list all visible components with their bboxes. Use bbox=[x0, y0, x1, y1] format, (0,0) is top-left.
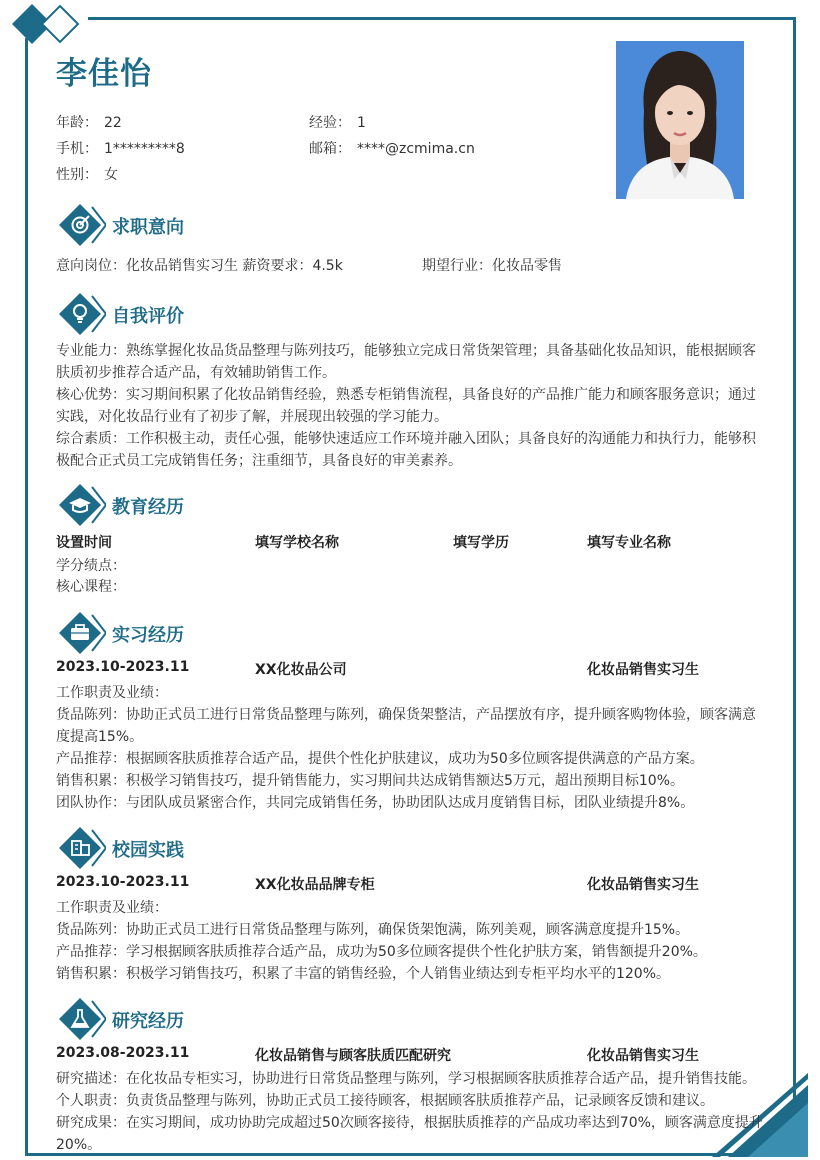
intention-line: 意向岗位：化妆品销售实习生 薪资要求：4.5k bbox=[56, 258, 343, 274]
internship-role: 化妆品销售实习生 bbox=[587, 662, 699, 678]
gender-value: 女 bbox=[104, 167, 118, 183]
research-paragraph-3: 研究成果：在实习期间，成功协助完成超过50次顾客接待，根据肤质推荐的产品成功率达到70%，顾客满意度提升20%。 bbox=[56, 1115, 763, 1153]
frame-right-border bbox=[793, 17, 796, 1100]
education-major: 填写专业名称 bbox=[587, 535, 671, 551]
flask-icon bbox=[58, 997, 106, 1041]
section-intention-header bbox=[58, 203, 358, 247]
campus-time: 2023.10-2023.11 bbox=[56, 874, 190, 890]
section-education-header bbox=[58, 483, 358, 527]
research-role: 化妆品销售实习生 bbox=[587, 1048, 699, 1064]
section-self-eval-header bbox=[58, 292, 358, 336]
campus-duty-label: 工作职责及业绩： bbox=[56, 900, 168, 916]
education-degree: 填写学历 bbox=[453, 535, 509, 551]
section-internship-title: 实习经历 bbox=[112, 625, 184, 646]
internship-time: 2023.10-2023.11 bbox=[56, 659, 190, 675]
diamond-logo-icon bbox=[8, 2, 80, 46]
campus-paragraph-1: 货品陈列：协助正式员工进行日常货品整理与陈列，确保货架饱满，陈列美观，顾客满意度提升15%。 bbox=[56, 922, 690, 938]
building-icon bbox=[58, 826, 106, 870]
research-paragraph-1: 研究描述：在化妆品专柜实习，协助进行日常货品整理与陈列，学习根据顾客肤质推荐合适产品，提升销售技能。 bbox=[56, 1071, 756, 1087]
age-value: 22 bbox=[104, 115, 122, 131]
email-value: ****@zcmima.cn bbox=[357, 141, 475, 157]
graduation-cap-icon bbox=[58, 483, 106, 527]
phone-value: 1*********8 bbox=[104, 141, 185, 157]
internship-paragraph-3: 销售积累：积极学习销售技巧，提升销售能力，实习期间共达成销售额达5万元，超出预期目标10%。 bbox=[56, 773, 685, 789]
section-education-title: 教育经历 bbox=[112, 497, 184, 518]
education-school: 填写学校名称 bbox=[255, 535, 339, 551]
self-eval-paragraph-2: 核心优势：实习期间积累了化妆品销售经验，熟悉专柜销售流程，具备良好的产品推广能力和顾客服务意识；通过实践，对化妆品行业有了初步了解，并展现出较强的学习能力。 bbox=[56, 387, 756, 425]
section-research-title: 研究经历 bbox=[112, 1011, 184, 1032]
intention-industry: 期望行业：化妆品零售 bbox=[422, 258, 562, 274]
campus-paragraph-3: 销售积累：积极学习销售技巧，积累了丰富的销售经验，个人销售业绩达到专柜平均水平的120%。 bbox=[56, 966, 671, 982]
profile-photo bbox=[616, 41, 744, 199]
self-eval-paragraph-3: 综合素质：工作积极主动，责任心强，能够快速适应工作环境并融入团队；具备良好的沟通能力和执行力，能够积极配合正式员工完成销售任务；注重细节，具备良好的审美素养。 bbox=[56, 431, 756, 469]
education-courses: 核心课程： bbox=[56, 579, 126, 595]
section-intention-title: 求职意向 bbox=[112, 217, 184, 238]
campus-role: 化妆品销售实习生 bbox=[587, 877, 699, 893]
internship-company: XX化妆品公司 bbox=[255, 662, 347, 678]
age-row bbox=[56, 112, 122, 132]
email-row bbox=[309, 138, 475, 158]
age-label: 年龄： bbox=[56, 115, 98, 131]
gender-row bbox=[56, 164, 118, 184]
internship-paragraph-2: 产品推荐：根据顾客肤质推荐合适产品，提供个性化护肤建议，成功为50多位顾客提供满意的产品方案。 bbox=[56, 751, 704, 767]
education-gpa: 学分绩点： bbox=[56, 558, 126, 574]
phone-row bbox=[56, 138, 185, 158]
section-self-eval-title: 自我评价 bbox=[112, 306, 184, 327]
briefcase-icon bbox=[58, 611, 106, 655]
internship-duty-label: 工作职责及业绩： bbox=[56, 685, 168, 701]
target-icon bbox=[58, 203, 106, 247]
resume-name: 李佳怡 bbox=[56, 56, 152, 92]
section-campus-header bbox=[58, 826, 358, 870]
experience-label: 经验： bbox=[309, 115, 351, 131]
internship-paragraph-4: 团队协作：与团队成员紧密合作，共同完成销售任务，协助团队达成月度销售目标，团队业绩提升8%。 bbox=[56, 795, 695, 811]
experience-value: 1 bbox=[357, 115, 366, 131]
frame-left-border bbox=[25, 38, 28, 1156]
education-time: 设置时间 bbox=[56, 535, 112, 551]
phone-label: 手机： bbox=[56, 141, 98, 157]
research-time: 2023.08-2023.11 bbox=[56, 1045, 190, 1061]
section-internship-header bbox=[58, 611, 358, 655]
frame-top-border bbox=[88, 17, 796, 20]
campus-paragraph-2: 产品推荐：学习根据顾客肤质推荐合适产品，成功为50多位顾客提供个性化护肤方案，销售额提升20%。 bbox=[56, 944, 707, 960]
email-label: 邮箱： bbox=[309, 141, 351, 157]
research-topic: 化妆品销售与顾客肤质匹配研究 bbox=[255, 1048, 451, 1064]
experience-row bbox=[309, 112, 366, 132]
gender-label: 性别： bbox=[56, 167, 98, 183]
research-paragraph-2: 个人职责：负责货品整理与陈列，协助正式员工接待顾客，根据顾客肤质推荐产品，记录顾客反馈和建议。 bbox=[56, 1093, 714, 1109]
campus-org: XX化妆品品牌专柜 bbox=[255, 877, 375, 893]
lightbulb-icon bbox=[58, 292, 106, 336]
section-research-header bbox=[58, 997, 358, 1041]
section-campus-title: 校园实践 bbox=[112, 840, 184, 861]
internship-paragraph-1: 货品陈列：协助正式员工进行日常货品整理与陈列，确保货架整洁，产品摆放有序，提升顾客购物体验，顾客满意度提高15%。 bbox=[56, 707, 756, 745]
self-eval-paragraph-1: 专业能力：熟练掌握化妆品货品整理与陈列技巧，能够独立完成日常货架管理；具备基础化妆品知识，能根据顾客肤质初步推荐合适产品，有效辅助销售工作。 bbox=[56, 343, 756, 381]
